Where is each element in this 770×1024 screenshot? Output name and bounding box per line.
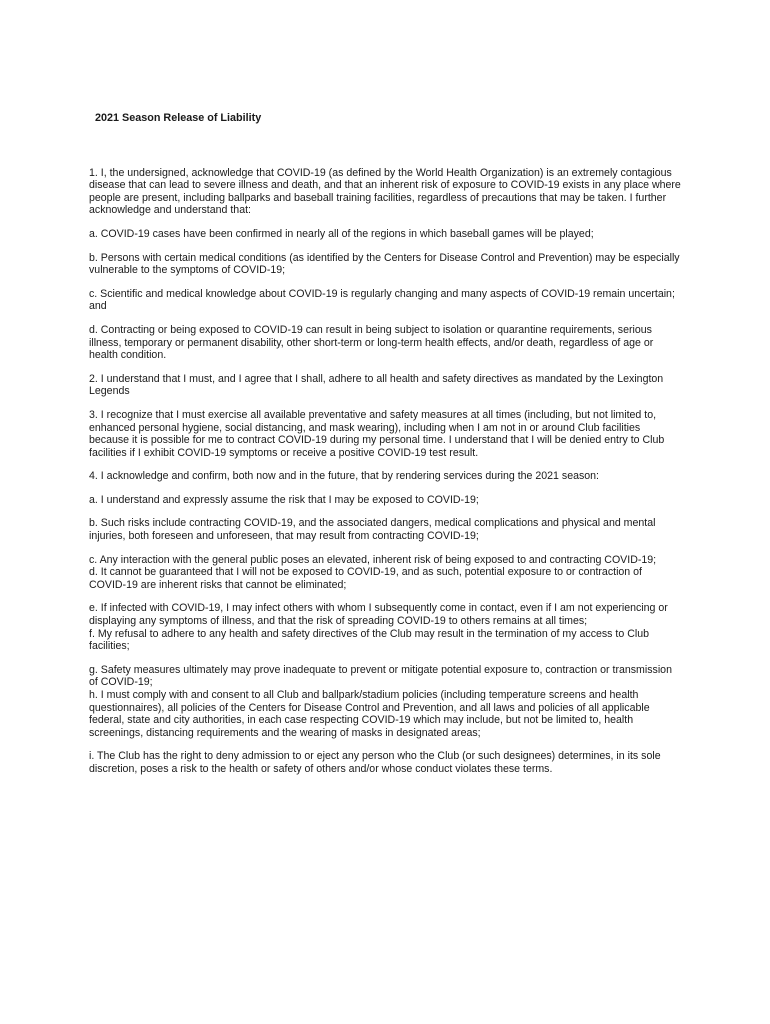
paragraph-4g: g. Safety measures ultimately may prove inadequate to prevent or mitigate potential exposure to, contraction or transmission of COVID-19; (89, 663, 672, 689)
document-title: 2021 Season Release of Liability (95, 112, 262, 124)
paragraph-1d: d. Contracting or being exposed to COVID-19 can result in being subject to isolation or quarantine requirements, serious illness, temporary or permanent disability, other short-term or long-term health effects, and/or death, regardless of age or health condition. (89, 323, 654, 362)
paragraph-3: 3. I recognize that I must exercise all available preventative and safety measures at all times (including, but not limited to, enhanced personal hygiene, social distancing, and mask wearing), including when I am not in or around Club facilities because it is possible for me to contract COVID-19 during my personal time. I understand that I will be denied entry to Club facilities if I exhibit COVID-19 symptoms or receive a positive COVID-19 test result. (89, 408, 665, 459)
paragraph-4: 4. I acknowledge and confirm, both now and in the future, that by rendering services during the 2021 season: (89, 470, 599, 483)
paragraph-4a: a. I understand and expressly assume the risk that I may be exposed to COVID-19; (89, 493, 479, 506)
paragraph-1b: b. Persons with certain medical conditions (as identified by the Centers for Disease Control and Prevention) may be especially vulnerable to the symptoms of COVID-19; (89, 251, 680, 277)
document-body (89, 112, 681, 787)
paragraph-4d: d. It cannot be guaranteed that I will not be exposed to COVID-19, and as such, potential exposure to or contraction of COVID-19 are inherent risks that cannot be eliminated; (89, 566, 642, 591)
paragraph-1c: c. Scientific and medical knowledge about COVID-19 is regularly changing and many aspects of COVID-19 remain uncertain; and (89, 287, 675, 313)
paragraph-4e: e. If infected with COVID-19, I may infect others with whom I subsequently come in contact, even if I am not experiencing or displaying any symptoms of illness, and that the risk of spreading COVID-19 to others remains at all times; (89, 602, 668, 628)
paragraph-1: 1. I, the undersigned, acknowledge that COVID-19 (as defined by the World Health Organization) is an extremely contagious disease that can lead to severe illness and death, and that an inherent risk of exposure to COVID-19 exists in any place where people are present, including ballparks and baseball training facilities, regardless of precautions that may be taken. I further acknowledge and understand that: (89, 166, 681, 217)
paragraph-1a: a. COVID-19 cases have been confirmed in nearly all of the regions in which baseball games will be played; (89, 227, 594, 240)
paragraph-4h: h. I must comply with and consent to all Club and ballpark/stadium policies (including temperature screens and health questionnaires), all policies of the Centers for Disease Control and Prevention, and all laws and policies of all applicable federal, state and city authorities, in each case respecting COVID-19 which may include, but not be limited to, health screenings, distancing requirements and the wearing of masks in designated areas; (89, 689, 650, 739)
paragraph-4b: b. Such risks include contracting COVID-19, and the associated dangers, medical complications and physical and mental injuries, both foreseen and unforeseen, that may result from contracting COVID-19; (89, 517, 656, 543)
paragraph-4c: c. Any interaction with the general public poses an elevated, inherent risk of being exposed to and contracting COVID-19; (89, 553, 657, 566)
paragraph-4f: f. My refusal to adhere to any health and safety directives of the Club may result in the termination of my access to Club facilities; (89, 627, 649, 653)
paragraph-2: 2. I understand that I must, and I agree that I shall, adhere to all health and safety directives as mandated by the Lexington Legends (89, 372, 664, 398)
paragraph-4i: i. The Club has the right to deny admission to or eject any person who the Club (or such designees) determines, in its sole discretion, poses a risk to the health or safety of others and/or whose conduct violates these terms. (89, 750, 661, 775)
